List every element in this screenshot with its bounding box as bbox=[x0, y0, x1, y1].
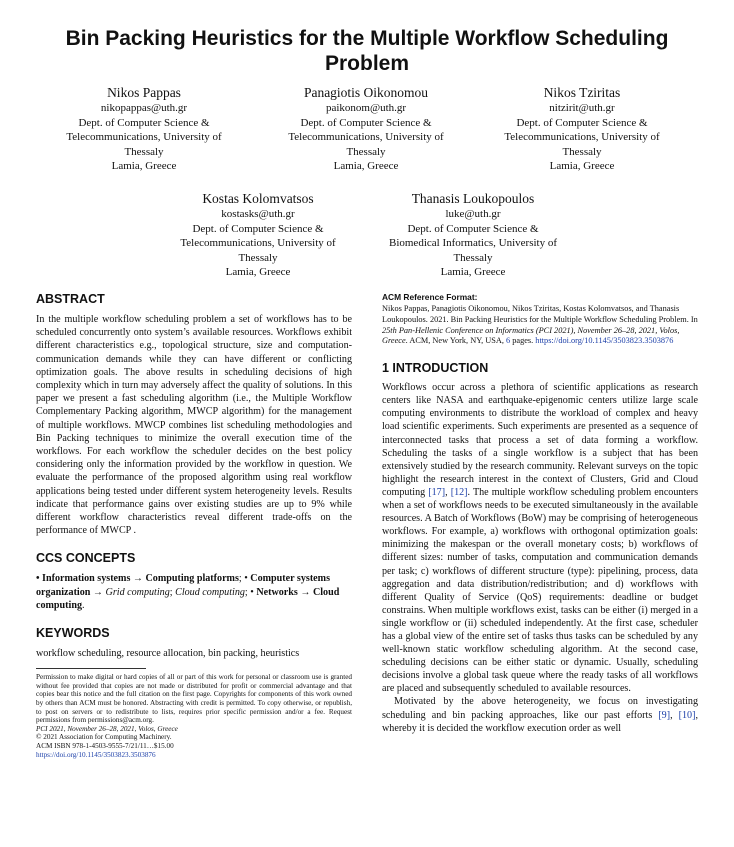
ccs-section bbox=[36, 551, 352, 612]
reference-format-text: Nikos Pappas, Panagiotis Oikonomou, Nikos Tziritas, Kostas Kolomvatsos, and Thanasis Loukopoulos. 2021. Bin Packing Heuristics for the Multiple Workflow Scheduling Problem. In 25th Pan-Hellenic Conference on Informatics (PCI 2021), November 26–28, 2021, Volos, Greece. ACM, New York, NY, USA, 6 pages. https://doi.org/10.1145/3503823.3503876 bbox=[382, 304, 698, 346]
citation-link[interactable]: [17] bbox=[428, 486, 446, 498]
permission-notice: Permission to make digital or hard copies of all or part of this work for personal or classroom use is granted without fee provided that copies are not made or distributed for profit or commercial advantage and that copies bear this notice and the full citation on the first page. Copyrights for components of this work owned by others than ACM must be honored. Abstracting with credit is permitted. To copy otherwise, or republish, to post on servers or to redistribute to lists, requires prior specific permission and/or a fee. Request permissions from permissions@acm.org. bbox=[36, 673, 352, 725]
author-affiliation: Telecommunications, University of bbox=[504, 131, 660, 144]
left-column bbox=[36, 292, 352, 759]
author-affiliation: Thessaly bbox=[346, 145, 386, 158]
author-block bbox=[365, 190, 581, 280]
abstract-heading: ABSTRACT bbox=[36, 292, 105, 306]
footnote-divider bbox=[36, 668, 146, 669]
author-block bbox=[474, 84, 690, 174]
author-affiliation: Dept. of Computer Science & bbox=[192, 222, 324, 235]
author-affiliation: Thessaly bbox=[238, 251, 278, 264]
citation-link[interactable]: [10] bbox=[678, 709, 696, 721]
copyright-line: © 2021 Association for Computing Machinery. bbox=[36, 733, 172, 742]
author-affiliation: Thessaly bbox=[453, 251, 493, 264]
conference-line: PCI 2021, November 26–28, 2021, Volos, Greece bbox=[36, 724, 178, 733]
author-affiliation: Dept. of Computer Science & bbox=[407, 222, 539, 235]
author-location: Lamia, Greece bbox=[225, 266, 291, 279]
author-email[interactable]: nikopappas@uth.gr bbox=[100, 102, 188, 114]
author-location: Lamia, Greece bbox=[549, 160, 615, 173]
keywords-text: workflow scheduling, resource allocation, bin packing, heuristics bbox=[36, 648, 300, 660]
author-affiliation: Biomedical Informatics, University of bbox=[388, 237, 557, 250]
doi-link[interactable]: https://doi.org/10.1145/3503823.3503876 bbox=[36, 750, 156, 759]
citation-link[interactable]: [9] bbox=[658, 709, 671, 721]
right-column bbox=[382, 292, 698, 735]
author-block bbox=[150, 190, 366, 280]
author-name: Panagiotis Oikonomou bbox=[303, 85, 429, 100]
abstract-text: In the multiple workflow scheduling problem a set of workflows has to be scheduled concurrently onto system’s available resources. Workflows exhibit different characteristics e.g., topological structure, size and computation-communication demands while they can have different or conflicting optimization goals. The above results in scheduling decisions of high complexity which in turn may adversely affect the quality of solutions. In this paper we present a fast scheduling algorithm (i.e., the Multiple Workflow Complementary Packing algorithm, MWCP algorithm) for the management of multiple workflows. MWCP combines list scheduling methodologies and Bin Packing techniques to minimize the overall execution time of the workflows. For each workflow the scheduler decides on the best policy considering only the information provided by the workflow in question. We evaluate the performance of the proposed algorithm using real workflow applications being tested under different system heterogeneity levels. Results indicate that performance gains over existing studies are up to 9% while different workflow characteristics reveal different trade-offs on the performance of MWCP . bbox=[36, 314, 352, 537]
author-name: Kostas Kolomvatsos bbox=[202, 191, 314, 206]
author-affiliation: Dept. of Computer Science & bbox=[78, 116, 210, 129]
author-email[interactable]: paikonom@uth.gr bbox=[325, 102, 407, 114]
reference-doi-link[interactable]: https://doi.org/10.1145/3503823.3503876 bbox=[535, 336, 674, 346]
author-block bbox=[258, 84, 474, 174]
author-email[interactable]: luke@uth.gr bbox=[445, 208, 501, 220]
author-affiliation: Thessaly bbox=[562, 145, 602, 158]
author-affiliation: Thessaly bbox=[124, 145, 164, 158]
author-name: Nikos Tziritas bbox=[543, 85, 621, 100]
reference-format-heading: ACM Reference Format: bbox=[382, 292, 478, 302]
author-email[interactable]: nitzirit@uth.gr bbox=[549, 102, 615, 114]
introduction-heading: 1 INTRODUCTION bbox=[382, 361, 489, 376]
ccs-heading: CCS CONCEPTS bbox=[36, 551, 136, 566]
author-affiliation: Telecommunications, University of bbox=[288, 131, 444, 144]
isbn-line: ACM ISBN 978-1-4503-9555-7/21/11…$15.00 bbox=[36, 742, 174, 751]
author-affiliation: Dept. of Computer Science & bbox=[300, 116, 432, 129]
author-location: Lamia, Greece bbox=[333, 160, 399, 173]
author-name: Thanasis Loukopoulos bbox=[411, 191, 535, 206]
intro-paragraph-1: Workflows occur across a plethora of scientific applications as research centers like NASA and earthquake-epigenomic centers utilize large scale computing environments to distribute the workload of complex and heavy load scientific experiments. Such experiments are presented as a sequence of interconnected tasks that process a set of data forming a workflow. Scheduling the tasks of a single workflow is a subject that has been extensively studied by the research community. Relevant surveys on the topic highlight the research interest in the context of Clusters, Grid and Cloud computing [17], [12]. The multiple workflow scheduling problem encounters when a set of workflows needs to be executed simultaneously in the available resources. A Batch of Workflows (BoW) may be comprising of heterogeneous workflows. For example, a) workflows with orthogonal optimization goals: minimizing the makespan or the overall monetary costs; b) workflows of different sizes: number of tasks, computation and communication demands per task; c) workflows of different structure (type): pipelining, process, data aggregation and data distribution/redistribution; and d) workflows with different Quality of Service (QoS) requirements: deadline or budget constrains. When multiple workflows exist, tasks can be either (i) merged in a single workflow or (ii) scheduled independently. At the first case, scheduler has a global view of the entire set of tasks thus tasks can be scheduled by any well-known static workflow scheduling algorithm. At the second case, scheduling decisions can be either static or dynamic. Usually, scheduling decisions involve a global task queue where the ready tasks of all workflows are placed and subsequently scheduled to available resources. bbox=[382, 382, 699, 695]
author-affiliation: Telecommunications, University of bbox=[180, 237, 336, 250]
keywords-heading: KEYWORDS bbox=[36, 626, 110, 641]
author-block bbox=[36, 84, 252, 174]
keywords-section bbox=[36, 626, 352, 660]
author-email[interactable]: kostasks@uth.gr bbox=[221, 208, 295, 220]
paper-title: Bin Packing Heuristics for the Multiple Workflow Scheduling Problem bbox=[65, 27, 669, 75]
intro-paragraph-2: Motivated by the above heterogeneity, we focus on investigating scheduling and bin packing approaches, like our past efforts [9], [10], whereby it is decided the workflow execution order as well bbox=[382, 696, 698, 734]
author-name: Nikos Pappas bbox=[107, 85, 181, 100]
author-affiliation: Dept. of Computer Science & bbox=[516, 116, 648, 129]
citation-link[interactable]: [12] bbox=[450, 486, 468, 498]
author-location: Lamia, Greece bbox=[440, 266, 506, 279]
ccs-text: • Information systems → Computing platforms; • Computer systems organization → Grid computing; Cloud computing; • Networks → Cloud computing. bbox=[36, 573, 340, 611]
author-affiliation: Telecommunications, University of bbox=[66, 131, 222, 144]
author-location: Lamia, Greece bbox=[111, 160, 177, 173]
